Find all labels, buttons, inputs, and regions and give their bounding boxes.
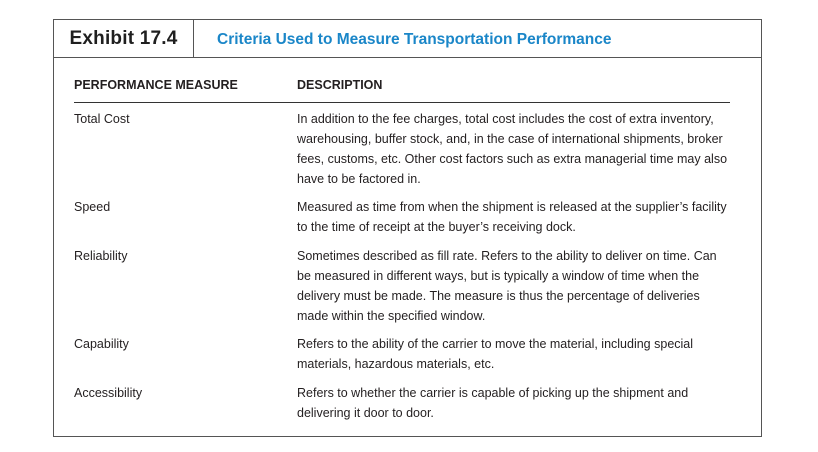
measure-description: Sometimes described as fill rate. Refers to the ability to deliver on time. Can be measured in different ways, but is typically a window of time when the delivery must be made. The measure is thus the percentage of deliveries made within the specified window.: [297, 249, 717, 323]
measure-description: Refers to the ability of the carrier to move the material, including special materials, hazardous materials, etc.: [297, 337, 694, 371]
exhibit-header: [54, 20, 761, 58]
measure-description: In addition to the fee charges, total cost includes the cost of extra inventory, warehousing, buffer stock, and, in the case of international shipments, broker fees, customs, etc. Other cost factors such as extra managerial time may also have to be factored in.: [297, 112, 728, 186]
measure-name: Accessibility: [74, 386, 143, 400]
exhibit-label: Exhibit 17.4: [54, 20, 194, 57]
measure-name: Total Cost: [74, 112, 130, 126]
exhibit-title: Criteria Used to Measure Transportation Performance: [217, 31, 612, 48]
header-divider: [74, 102, 730, 103]
measure-name: Speed: [74, 200, 111, 214]
column-header-measure: PERFORMANCE MEASURE: [74, 78, 238, 92]
measure-name: Reliability: [74, 249, 128, 263]
measure-description: Refers to whether the carrier is capable of picking up the shipment and delivering it door to door.: [297, 386, 689, 420]
exhibit-frame: [53, 19, 762, 437]
measure-name: Capability: [74, 337, 129, 351]
column-header-description: DESCRIPTION: [297, 78, 383, 92]
measure-description: Measured as time from when the shipment is released at the supplier’s facility to the time of receipt at the buyer’s receiving dock.: [297, 200, 727, 234]
